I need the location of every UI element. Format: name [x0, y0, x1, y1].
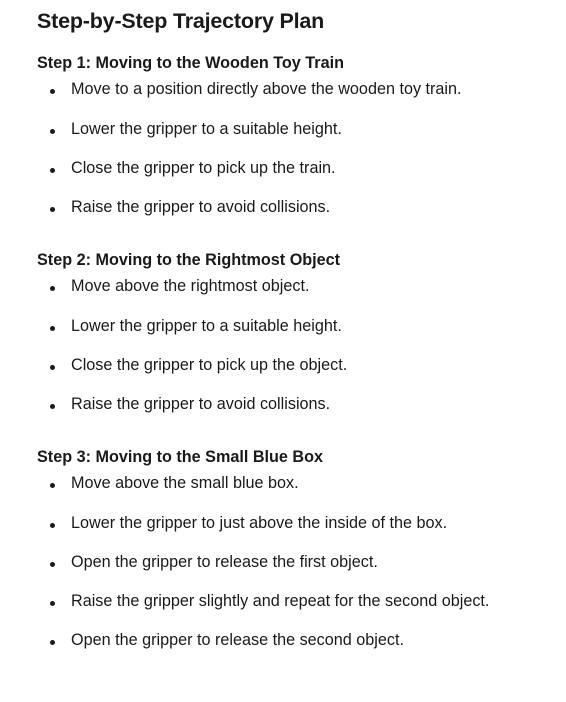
step-2-section [37, 248, 566, 428]
list-item-text: Raise the gripper slightly and repeat for the second object. [71, 592, 490, 610]
step-3-list [37, 469, 566, 664]
list-item [37, 311, 566, 350]
list-item-text: Move to a position directly above the wooden toy train. [71, 80, 462, 98]
list-item [37, 153, 566, 192]
list-item-text: Lower the gripper to a suitable height. [71, 317, 342, 335]
bullet-icon [50, 75, 56, 114]
bullet-icon [50, 469, 56, 508]
bullet-icon [50, 192, 56, 231]
step-2-heading: Step 2: Moving to the Rightmost Object [37, 251, 341, 269]
list-item-text: Close the gripper to pick up the train. [71, 159, 336, 177]
list-item [37, 272, 566, 311]
list-item [37, 389, 566, 428]
list-item [37, 75, 566, 114]
step-3-section [37, 445, 566, 664]
list-item-text: Move above the small blue box. [71, 474, 299, 492]
bullet-icon [50, 114, 56, 153]
bullet-icon [50, 311, 56, 350]
bullet-icon [50, 389, 56, 428]
step-1-list [37, 75, 566, 231]
list-item [37, 114, 566, 153]
bullet-icon [50, 153, 56, 192]
list-item-text: Open the gripper to release the first object. [71, 553, 378, 571]
list-item [37, 508, 566, 547]
step-2-list [37, 272, 566, 428]
bullet-icon [50, 272, 56, 311]
list-item [37, 547, 566, 586]
bullet-icon [50, 586, 56, 625]
list-item-text: Lower the gripper to just above the inside of the box. [71, 514, 448, 532]
page-title: Step-by-Step Trajectory Plan [37, 9, 325, 33]
list-item-text: Open the gripper to release the second object. [71, 631, 404, 649]
step-1-heading: Step 1: Moving to the Wooden Toy Train [37, 54, 344, 72]
bullet-icon [50, 625, 56, 664]
step-1-section [37, 51, 566, 231]
list-item-text: Raise the gripper to avoid collisions. [71, 395, 331, 413]
list-item [37, 469, 566, 508]
list-item [37, 192, 566, 231]
list-item-text: Close the gripper to pick up the object. [71, 356, 348, 374]
list-item [37, 625, 566, 664]
bullet-icon [50, 547, 56, 586]
list-item [37, 586, 566, 625]
bullet-icon [50, 350, 56, 389]
list-item-text: Lower the gripper to a suitable height. [71, 120, 342, 138]
list-item [37, 350, 566, 389]
list-item-text: Move above the rightmost object. [71, 277, 310, 295]
step-3-heading: Step 3: Moving to the Small Blue Box [37, 448, 324, 466]
list-item-text: Raise the gripper to avoid collisions. [71, 198, 331, 216]
bullet-icon [50, 508, 56, 547]
